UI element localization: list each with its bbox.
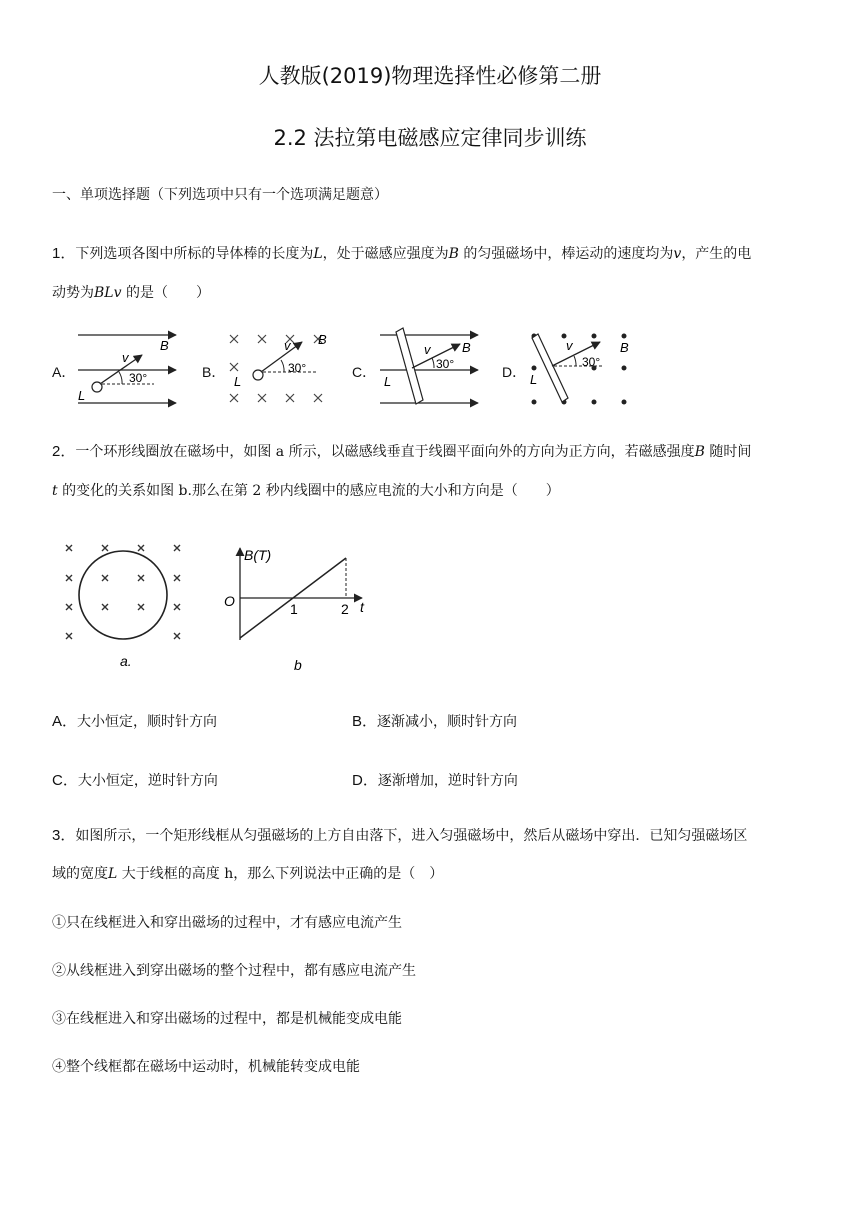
- q1-line2: 动势为BLv 的是（ ）: [52, 285, 210, 301]
- velocity-label: v: [566, 338, 573, 353]
- angle-arc: [574, 356, 576, 366]
- q1-option-c-label: C．: [352, 364, 377, 380]
- angle-arc: [432, 358, 434, 368]
- q2-option-b: B．逐渐减小，顺时针方向: [352, 713, 518, 730]
- angle-arc: [281, 360, 284, 372]
- length-label: L: [384, 374, 392, 389]
- q2-option-c: C．大小恒定，逆时针方向: [52, 772, 218, 789]
- figure-b-caption: b: [294, 657, 302, 673]
- q2-line1: 2．一个环形线圈放在磁场中，如图 a 所示，以磁感线垂直于线圈平面向外的方向为正方向，若磁感强度B 随时间: [52, 443, 752, 460]
- length-label: L: [530, 372, 538, 387]
- conductor-rod: [532, 334, 568, 402]
- field-label: B: [160, 338, 169, 353]
- tick-label-2: 2: [341, 601, 349, 617]
- section-heading: 一、单项选择题（下列选项中只有一个选项满足题意）: [52, 187, 388, 203]
- q1-line1: 1．下列选项各图中所标的导体棒的长度为L，处于磁感应强度为B 的匀强磁场中，棒运动的速度均为v，产生的电: [52, 245, 752, 262]
- field-label: B: [462, 340, 471, 355]
- q2-figure-b: [220, 540, 380, 675]
- field-label: B: [620, 340, 629, 355]
- q1-figure-d: [528, 330, 638, 410]
- coil-circle: [79, 551, 167, 639]
- q2-line2: t 的变化的关系如图 b.那么在第 2 秒内线圈中的感应电流的大小和方向是（ ）: [52, 483, 560, 499]
- conductor-rod: [396, 328, 423, 404]
- velocity-label: v: [424, 342, 431, 357]
- q3-statement-3: ③在线框进入和穿出磁场的过程中，都是机械能变成电能: [52, 1011, 402, 1027]
- q2-option-d: D．逐渐增加，逆时针方向: [352, 772, 518, 789]
- q2-option-a: A．大小恒定，顺时针方向: [52, 713, 218, 730]
- q3-statement-1: ①只在线框进入和穿出磁场的过程中，才有感应电流产生: [52, 915, 402, 931]
- q3-line2: 域的宽度L 大于线框的高度 h，那么下列说法中正确的是（ ）: [52, 866, 444, 882]
- angle-label: 30°: [129, 371, 148, 385]
- y-axis-label: B(T): [244, 547, 272, 563]
- q2-number: 2．: [52, 443, 76, 460]
- field-cross-marks: [230, 335, 322, 402]
- q2-figure-a: [58, 540, 208, 675]
- q1-figure-c: [378, 330, 488, 410]
- angle-label: 30°: [436, 357, 455, 371]
- q1-figure-b: [226, 330, 336, 410]
- q3-statement-2: ②从线框进入到穿出磁场的整个过程中，都有感应电流产生: [52, 963, 416, 979]
- angle-label: 30°: [582, 355, 601, 369]
- q3-statement-4: ④整个线框都在磁场中运动时，机械能转变成电能: [52, 1059, 360, 1075]
- field-label: B: [318, 332, 327, 347]
- q3-number: 3．: [52, 827, 76, 844]
- q1-option-d-label: D．: [502, 364, 527, 380]
- tick-label-1: 1: [290, 601, 298, 617]
- q1-option-b-label: B．: [202, 364, 226, 380]
- document-subtitle: 2.2 法拉第电磁感应定律同步训练: [273, 126, 587, 150]
- q1-option-a-label: A．: [52, 364, 76, 380]
- field-cross-marks: [66, 545, 180, 639]
- angle-arc: [119, 372, 122, 384]
- velocity-label: v: [284, 338, 291, 353]
- document-title: 人教版(2019)物理选择性必修第二册: [258, 64, 602, 88]
- figure-a-caption: a.: [120, 653, 132, 669]
- length-label: L: [78, 388, 86, 403]
- x-axis-label: t: [360, 599, 364, 615]
- q1-number: 1．: [52, 245, 76, 262]
- q1-figure-a: [76, 330, 186, 410]
- velocity-label: v: [122, 350, 129, 365]
- angle-label: 30°: [288, 361, 307, 375]
- field-dot-marks: [532, 334, 627, 405]
- length-label: L: [234, 374, 242, 389]
- origin-label: O: [224, 593, 235, 609]
- q3-line1: 3．如图所示，一个矩形线框从匀强磁场的上方自由落下，进入匀强磁场中，然后从磁场中穿出．已知匀强磁场区: [52, 827, 748, 844]
